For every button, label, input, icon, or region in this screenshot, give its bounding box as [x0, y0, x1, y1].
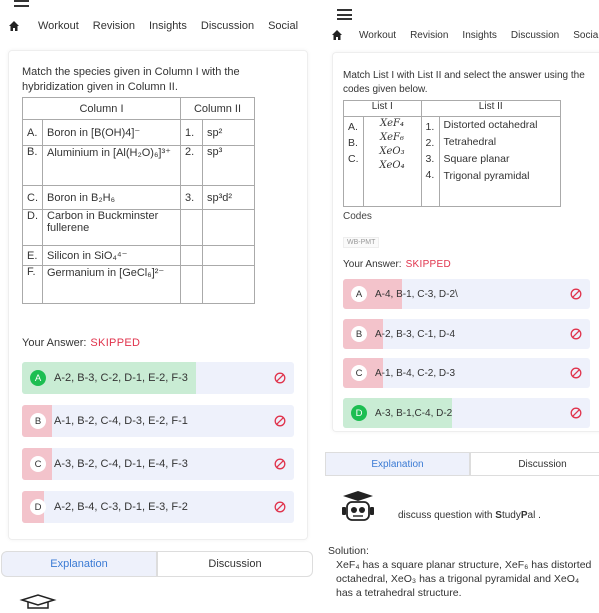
solution-label: Solution:	[328, 545, 369, 557]
row-species: Aluminium in [Al(H₂O)₆]³⁺	[43, 146, 181, 186]
row-species: Silicon in SiO₄⁴⁻	[43, 246, 181, 266]
question-card	[8, 50, 308, 540]
row-species: Carbon in Buckminster fullerene	[43, 210, 181, 246]
studypal-row[interactable]	[338, 490, 541, 526]
option-b-letter: B	[30, 413, 46, 429]
row-letter: D.	[23, 210, 43, 246]
your-answer-label: Your Answer:	[22, 337, 87, 349]
row-species: Boron in [B(OH)4]⁻	[43, 120, 181, 146]
not-selected-icon	[274, 458, 286, 470]
studypal-text	[398, 510, 541, 521]
list-1-letters: A. B. C.	[344, 117, 364, 207]
tab-workout[interactable]: Workout	[359, 29, 397, 41]
tab-insights[interactable]: Insights	[462, 29, 497, 41]
explanation-tab[interactable]: Explanation	[325, 452, 470, 476]
option-d-letter: D	[351, 405, 367, 421]
pane-divider	[314, 0, 322, 613]
option-a[interactable]	[343, 279, 590, 309]
explanation-tab[interactable]: Explanation	[1, 551, 157, 577]
list-1-header: List I	[344, 101, 422, 117]
tab-discussion[interactable]: Discussion	[200, 20, 255, 32]
row-hyb: sp³d²	[203, 186, 255, 210]
option-d-text: A-3, B-1,C-4, D-2	[375, 407, 453, 419]
option-c[interactable]	[343, 358, 590, 388]
question-text: Match the species given in Column I with the hybridization given in Column II.	[22, 66, 240, 93]
option-c-text: A-1, B-4, C-2, D-3	[375, 367, 456, 379]
studypal-mid: tudy	[501, 509, 521, 521]
list-table	[343, 100, 561, 207]
option-c-letter: C	[30, 456, 46, 472]
codes-label: Codes	[343, 211, 372, 222]
row-num: 2.	[181, 146, 203, 186]
discussion-tab[interactable]: Discussion	[470, 452, 599, 476]
row-letter: B.	[23, 146, 43, 186]
row-num	[181, 266, 203, 304]
option-b-text: A-2, B-3, C-1, D-4	[375, 328, 456, 340]
option-a[interactable]	[22, 362, 294, 394]
option-a-text: A-4, B-1, C-3, D-2\	[375, 288, 458, 300]
your-answer-label: Your Answer:	[343, 259, 402, 270]
skipped-status: SKIPPED	[90, 337, 141, 349]
nav-tabs	[8, 20, 312, 32]
tab-social[interactable]: Social	[268, 20, 299, 32]
option-d[interactable]	[22, 491, 294, 523]
tab-social[interactable]: Socia	[573, 29, 599, 41]
not-selected-icon	[570, 288, 582, 300]
option-a-text: A-2, B-3, C-2, D-1, E-2, F-3	[54, 372, 188, 384]
row-hyb: sp³	[203, 146, 255, 186]
option-c[interactable]	[22, 448, 294, 480]
not-selected-icon	[274, 501, 286, 513]
question-card	[332, 52, 599, 432]
menu-icon[interactable]	[337, 9, 352, 20]
row-hyb: sp²	[203, 120, 255, 146]
tab-revision[interactable]: Revision	[410, 29, 449, 41]
row-hyb	[203, 210, 255, 246]
row-letter: F.	[23, 266, 43, 304]
graduation-cap-icon	[18, 593, 58, 613]
studypal-p: P	[520, 509, 528, 521]
row-letter: C.	[23, 186, 43, 210]
explanation-discussion-tabs	[325, 452, 599, 476]
option-b-letter: B	[351, 326, 367, 342]
discussion-tab[interactable]: Discussion	[157, 551, 313, 577]
tab-discussion[interactable]: Discussion	[510, 29, 560, 41]
studypal-s: S	[495, 509, 502, 521]
option-d-letter: D	[30, 499, 46, 515]
option-d-text: A-2, B-4, C-3, D-1, E-3, F-2	[54, 501, 188, 513]
skipped-status: SKIPPED	[405, 259, 452, 270]
option-a-letter: A	[351, 286, 367, 302]
not-selected-icon	[274, 415, 286, 427]
not-selected-icon	[570, 367, 582, 379]
robot-mascot-icon	[338, 490, 378, 526]
menu-icon[interactable]	[14, 0, 29, 11]
option-b-text: A-1, B-2, C-4, D-3, E-2, F-1	[54, 415, 188, 427]
option-c-text: A-3, B-2, C-4, D-1, E-4, F-3	[54, 458, 188, 470]
row-species: Boron in B₂H₆	[43, 186, 181, 210]
row-hyb	[203, 266, 255, 304]
list-2-numbers: 1. 2. 3. 4.	[421, 117, 439, 207]
not-selected-icon	[274, 372, 286, 384]
home-icon[interactable]	[8, 20, 20, 32]
row-num	[181, 210, 203, 246]
row-num: 1.	[181, 120, 203, 146]
right-pane	[322, 0, 599, 613]
not-selected-icon	[570, 328, 582, 340]
tab-insights[interactable]: Insights	[148, 20, 187, 32]
row-species: Germanium in [GeCl₆]²⁻	[43, 266, 181, 304]
row-num	[181, 246, 203, 266]
row-letter: E.	[23, 246, 43, 266]
option-d[interactable]	[343, 398, 590, 428]
option-b[interactable]	[343, 319, 590, 349]
solution-text: XeF₄ has a square planar structure, XeF₆ has distorted octahedral, XeO₃ has a trigonal pyramidal and XeO₄ has a tetrahedral structure.	[336, 559, 592, 599]
nav-tabs	[331, 29, 599, 41]
studypal-end: al .	[527, 509, 541, 521]
tab-revision[interactable]: Revision	[92, 20, 135, 32]
option-b[interactable]	[22, 405, 294, 437]
option-a-letter: A	[30, 370, 46, 386]
exam-tag: WB-PMT	[343, 237, 379, 248]
row-letter: A.	[23, 120, 43, 146]
question-text: Match List I with List II and select the answer using the codes given below.	[343, 70, 585, 95]
row-hyb	[203, 246, 255, 266]
option-c-letter: C	[351, 365, 367, 381]
column-2-header: Column II	[181, 98, 255, 120]
column-1-header: Column I	[23, 98, 181, 120]
your-answer	[22, 337, 140, 349]
home-icon[interactable]	[331, 29, 343, 41]
match-table	[22, 97, 255, 304]
studypal-prefix: discuss question with	[398, 509, 496, 521]
explanation-discussion-tabs	[1, 551, 313, 577]
tab-workout[interactable]: Workout	[38, 20, 79, 32]
your-answer	[343, 259, 451, 270]
list-2-header: List II	[421, 101, 561, 117]
not-selected-icon	[570, 407, 582, 419]
list-1-species: XeF₄ XeF₆ XeO₃ XeO₄	[363, 117, 421, 207]
row-num: 3.	[181, 186, 203, 210]
list-2-shapes: Distorted octahedral Tetrahedral Square planar Trigonal pyramidal	[439, 117, 561, 207]
